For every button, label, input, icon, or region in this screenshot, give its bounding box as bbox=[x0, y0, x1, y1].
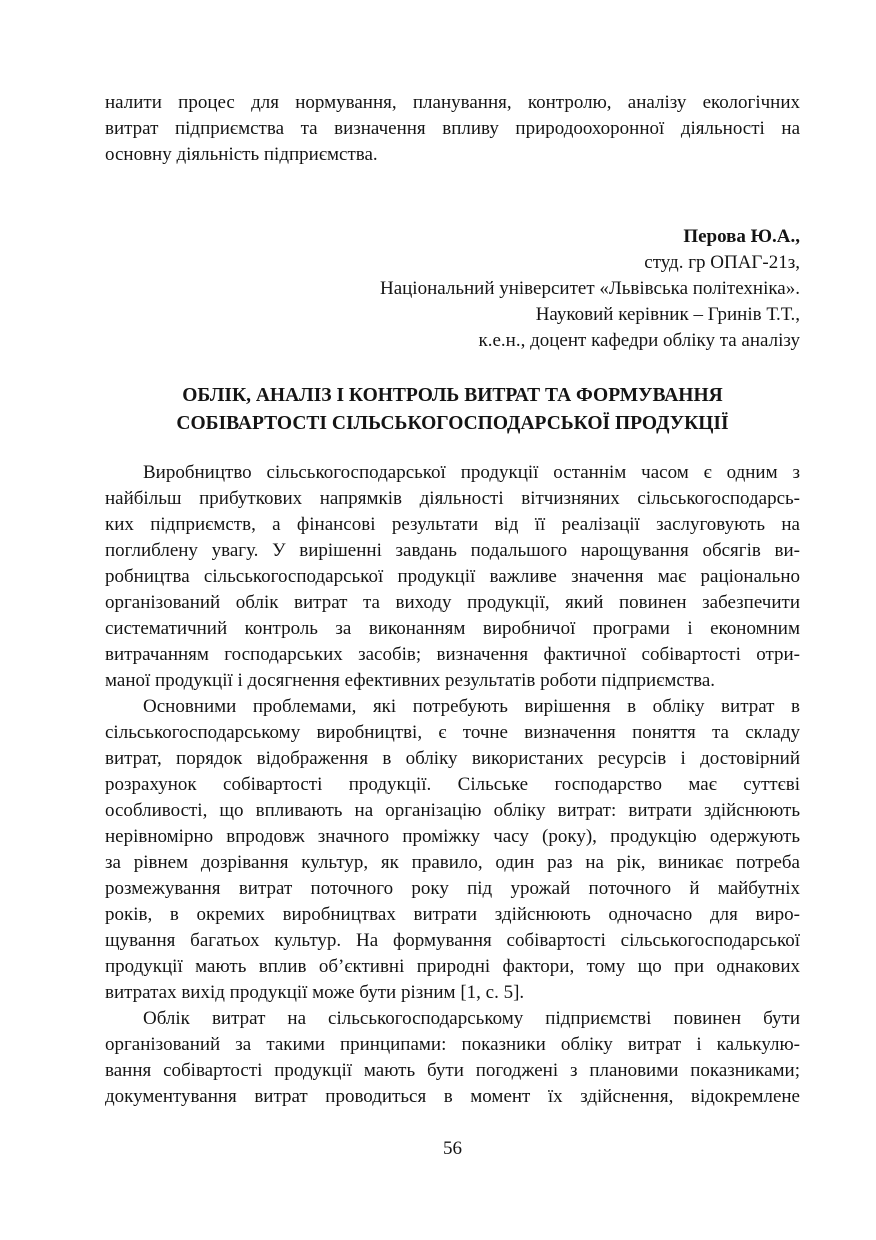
text-line: витратах вихід продукції може бути різним [1, с. 5]. bbox=[105, 982, 525, 1003]
text-line: щування багатьох культур. На формування собівартості сільськогосподарської bbox=[105, 930, 800, 951]
article-title-line1: ОБЛІК, АНАЛІЗ І КОНТРОЛЬ ВИТРАТ ТА ФОРМУВАННЯ bbox=[182, 385, 723, 406]
text-line: сільськогосподарському виробництві, є точне визначення поняття та складу bbox=[105, 722, 800, 743]
article-title bbox=[105, 382, 800, 438]
text-line: налити процес для нормування, планування, контролю, аналізу екологічних bbox=[105, 92, 800, 113]
author-block bbox=[105, 224, 800, 354]
text-line: організований за такими принципами: показники обліку витрат і калькулю- bbox=[105, 1034, 800, 1055]
text-line: систематичний контроль за виконанням виробничої програми і економним bbox=[105, 618, 800, 639]
text-line: витрат, порядок відображення в обліку використаних ресурсів і достовірний bbox=[105, 748, 800, 769]
text-line: організований облік витрат та виходу продукції, який повинен забезпечити bbox=[105, 592, 800, 613]
text-line: продукції мають вплив об’єктивні природні фактори, тому що при однакових bbox=[105, 956, 800, 977]
text-line: за рівнем дозрівання культур, як правило, один раз на рік, виникає потреба bbox=[105, 852, 800, 873]
text-line: маної продукції і досягнення ефективних результатів роботи підприємства. bbox=[105, 670, 716, 691]
text-line: розмежування витрат поточного року під урожай поточного й майбутніх bbox=[105, 878, 800, 899]
text-line: нерівномірно впродовж значного проміжку часу (року), продукцію одержують bbox=[105, 826, 800, 847]
author-info-line: Науковий керівник – Гринів Т.Т., bbox=[535, 304, 800, 325]
author-name: Перова Ю.А., bbox=[683, 226, 800, 247]
page-footer bbox=[105, 1136, 800, 1162]
page-content bbox=[105, 90, 800, 1162]
author-info-line: Національний університет «Львівська політехніка». bbox=[379, 278, 800, 299]
body-paragraph bbox=[105, 1006, 800, 1110]
article-title-line2: СОБІВАРТОСТІ СІЛЬСЬКОГОСПОДАРСЬКОЇ ПРОДУКЦІЇ bbox=[176, 413, 729, 434]
page-number: 56 bbox=[443, 1138, 462, 1159]
text-line: основну діяльність підприємства. bbox=[105, 144, 378, 165]
text-line: вання собівартості продукції мають бути погоджені з плановими показниками; bbox=[105, 1060, 800, 1081]
text-line: витрат підприємства та визначення впливу природоохоронної діяльності на bbox=[105, 118, 800, 139]
text-line: документування витрат проводиться в момент їх здійснення, відокремлене bbox=[105, 1086, 800, 1107]
text-line: найбільш прибуткових напрямків діяльності вітчизняних сільськогосподарсь- bbox=[105, 488, 800, 509]
text-line: Виробництво сільськогосподарської продукції останнім часом є одним з bbox=[143, 462, 800, 483]
text-line: років, в окремих виробництвах витрати здійснюють одночасно для виро- bbox=[105, 904, 800, 925]
author-details bbox=[105, 250, 800, 354]
author-info-line: студ. гр ОПАГ-21з, bbox=[644, 252, 800, 273]
text-line: особливості, що впливають на організацію обліку витрат: витрати здійснюють bbox=[105, 800, 800, 821]
body-paragraphs bbox=[105, 460, 800, 1110]
author-info-line: к.е.н., доцент кафедри обліку та аналізу bbox=[478, 330, 800, 351]
text-line: поглиблену увагу. У вирішенні завдань подальшого нарощування обсягів ви- bbox=[105, 540, 800, 561]
text-line: Основними проблемами, які потребують вирішення в обліку витрат в bbox=[143, 696, 800, 717]
text-line: витрачанням господарських засобів; визначення фактичної собівартості отри- bbox=[105, 644, 800, 665]
body-paragraph bbox=[105, 460, 800, 694]
continuation-paragraph bbox=[105, 90, 800, 168]
text-line: ких підприємств, а фінансові результати від її реалізації заслуговують на bbox=[105, 514, 800, 535]
text-line: розрахунок собівартості продукції. Сільське господарство має суттєві bbox=[105, 774, 800, 795]
body-paragraph bbox=[105, 694, 800, 1006]
text-line: робництва сільськогосподарської продукції важливе значення має раціонально bbox=[105, 566, 800, 587]
text-line: Облік витрат на сільськогосподарському підприємстві повинен бути bbox=[143, 1008, 800, 1029]
